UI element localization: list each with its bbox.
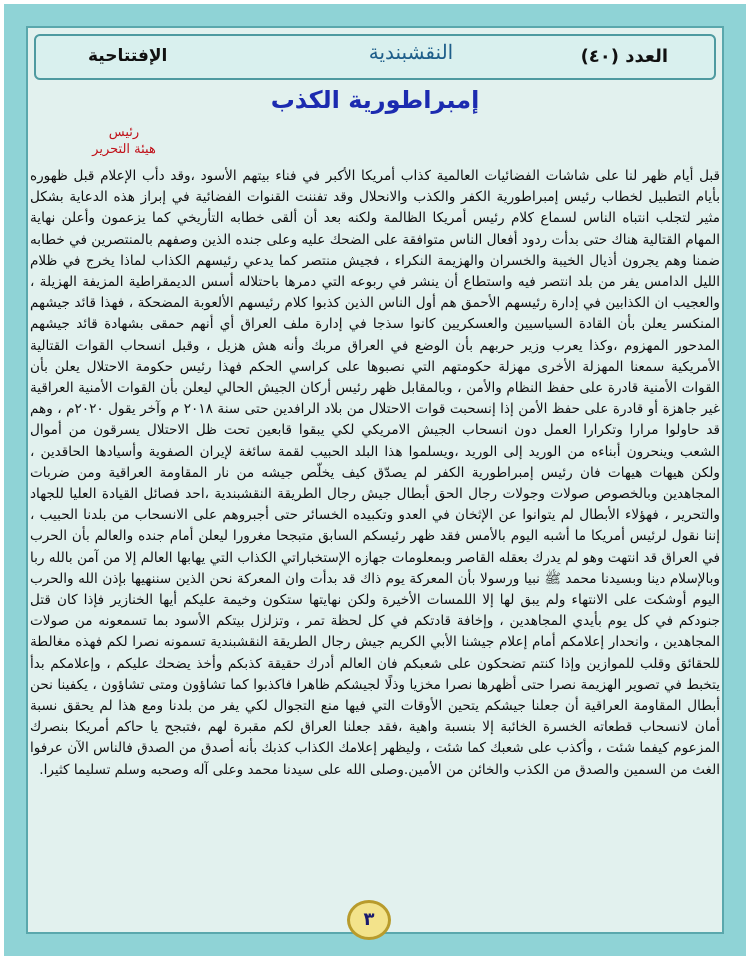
author-line-2: هيئة التحرير (92, 142, 156, 157)
page-number: ٣ (363, 909, 375, 930)
magazine-logo-text: النقشبندية (368, 40, 454, 64)
article-body: قبل أيام ظهر لنا على شاشات الفضائيات العالمية كذاب أمريكا الأكبر في فناء بيتهم الأسود ،وقد دأب الإعلام قبل ظهوره بأيام التطبيل لخطاب رئيس إمبراطورية الكفر والكذب والانحلال وقد تفننت القنوات الفضائية في إبراز هذه الدعاية بشكل مثير لتجلب انتباه الناس لسماع كلام رئيس أمريكا الظالمة ولكنه بعد أن ألقى خطابه التأريخي كما يزعمون وأعلن نهاية المهام القتالية هناك حتى بدأت ردود أفعال الناس متوافقة على الضحك عليه وعلى جنده الذين وصفهم بالمنتصرين في خطابه ضمنا وهم يجرون أذيال الخيبة والخسران والهزيمة النكراء ، فجيش منتصر كما يدعي رئيسهم الكذاب لماذا يخرج في ظلام الليل الدامس يفر من بلد انتصر فيه واستطاع أن ينشر في ربوعه التي دمرها باحتلاله أسس الديمقراطية المزيفة الهزيلة ، والعجيب ان الكذابين في إدارة رئيسهم الأحمق هم أول الناس الذين كذبوا كلام رئيسهم الألعوبة المضحكة ، فهذا قائد جيشهم المنكسر يعلن بأن القادة السياسيين والعسكريين كانوا سذجا في إدارة ملف العراق أي أنهم حمقى بشهادة قائد جيشهم المدحور المهزوم ،وكذا يعرب وزير حربهم بأن الوضع في العراق مربك وأنه هش هزيل ، وقبل انسحاب القوات القتالية الأمريكية سمعنا المهزلة الأخرى مهزلة حكومتهم التي نصبوها على كراسي الحكم فهذا رئيس حكومة الاحتلال يعلن بأن القوات الأمنية قادرة على حفظ النظام والأمن ، وبالمقابل ظهر رئيس أركان الجيش الحالي ليعلن بأن القوات الأمنية العراقية غير جاهزة أو قادرة على حفظ الأمن إذا إنسحبت قوات الاحتلال من بلاد الرافدين حتى سنة ٢٠١٨ م وآخر يقول ٢٠٢٠م ، وهم قد حاولوا مرارا وتكرارا العمل دون انسحاب الجيش الامريكي لكي يبقوا قابعين تحت ظل الاحتلال يسرقون من أموال الشعب وينحرون أبناءه من الوريد إلى الوريد ،ويسلموا هذا البلد الحبيب لقمة سائغة لإيران الصفوية وأسيادها الحاقدين ، ولكن هيهات هيهات فان رئيس إمبراطورية الكفر لم يصدّق كيف يخلّص جيشه من نار المقاومة العراقية ومن ضربات المجاهدين وبالخصوص صولات وجولات رجال الحق أبطال جيش رجال الطريقة النقشبندية ،احد فصائل القيادة العليا للجهاد والتحرير ، فهؤلاء الأبطال لم يتوانوا عن الإثخان في العدو وتكبيده الخسائر حتى أجبروهم على الانسحاب من بلدنا الحبيب ، إننا نقول لرئيس أمريكا ما أشبه اليوم بالأمس فقد ظهر رئيسكم السابق متبجحا مغرورا ليعلن أمام جنده والعالم بأن الحرب في العراق قد انتهت وهو لم يدرك بعقله القاصر وبمعلومات جهازه الإستخباراتي الكذاب التي يهابها العالم إلا من آمن بالله ربا وبالإسلام دينا وبسيدنا محمد ﷺ نبيا ورسولا بأن المعركة يوم ذاك قد بدأت وان المعركة نحن الذين سننهيها بإذن الله والحرب اليوم أوشكت على الانتهاء ولم يبق لها إلا اللمسات الأخيرة ولكن نهايتها ستكون وخيمة عليكم أيها الخنازير فإذا كان قتل جنودكم في كل يوم بأيدي المجاهدين ، وإخافة قادتكم في كل لحظة تمر ، وتزلزل بيتكم الأسود بما تسمعونه من صولات المجاهدين ، وانحدار إعلامكم أمام إعلام جيشنا الأبي الكريم جيش رجال الطريقة النقشبندية تسمونه نصرا لكم فهذه مغالطة للحقائق وقلب للموازين وإذا كنتم تضحكون على شعبكم فان العالم أدرك حقيقة كذبكم وأخذ يضحك عليكم ، وإعلامكم بدأ يتخبط في تصوير الهزيمة نصرا حتى أظهرها نصرا مخزيا وذلًا لجيشكم ظاهرا فاكذبوا كما تشاؤون ومتى تشاؤون ، يكفينا نحن أبطال المقاومة العراقية أن جعلنا جيشكم يتحين الأوقات التي فيها منع التجوال لكي يفر من بلدنا ومع هذا لم يحقق نسبة أمان لانسحاب قطعاته الخسرة الخائبة إلا بنسبة واهية ،فقد جعلنا العراق لكم مقبرة لهم ،فتبجح يا حاكم أمريكا بنصرك المزعوم كيفما شئت ، وأكذب على شعبك كما شئت ، وليظهر إعلامك الكذاب كذبك بأنه أصدق من الصدق فالناس الآن عرفوا الغث من السمين والصدق من الكذب والخائن من الأمين.وصلى الله على سيدنا محمد وعلى آله وصحبه وسلم تسليما كثيرا. (30, 168, 720, 778)
page-header (34, 34, 716, 80)
section-name: الإفتتاحية (88, 46, 168, 66)
page-number-badge (347, 900, 391, 940)
article-title: إمبراطورية الكذب (270, 86, 480, 114)
author-signature (84, 124, 164, 158)
magazine-logo (306, 40, 516, 64)
issue-number: العدد (٤٠) (580, 46, 668, 67)
author-line-1: رئيس (108, 125, 140, 140)
